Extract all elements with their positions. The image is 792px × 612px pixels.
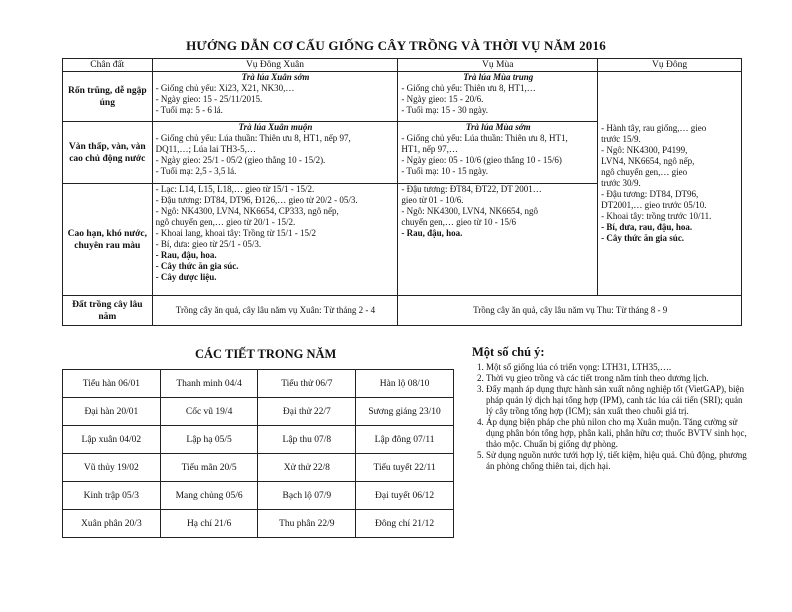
list-item: - Ngày gieo: 25/1 - 05/2 (gieo thẳng 10 - 15/2). (155, 155, 326, 165)
sub-title: Trà lúa Mùa trung (463, 72, 534, 82)
table-cell: Tiểu mãn 20/5 (160, 454, 258, 482)
list-item: LVN4, NK6654, ngô nếp, (601, 156, 695, 166)
list-item: - Giống chủ yếu: Thiên ưu 8, HT1,… (401, 83, 536, 93)
list-item: - Tuổi mạ: 15 - 30 ngày. (401, 105, 489, 115)
table-cell: Đông chí 21/12 (356, 510, 454, 538)
list-item: - Tuổi mạ: 2,5 - 3,5 lá. (155, 166, 237, 176)
cell-dong-xuan (152, 72, 398, 122)
table-cell: Vũ thủy 19/02 (63, 454, 161, 482)
table-cell: Hạ chí 21/6 (160, 510, 258, 538)
list-item: - Giống chủ yếu: Lúa thuần: Thiên ưu 8, HT1, nếp 97, (155, 133, 351, 143)
solar-terms-table (62, 369, 454, 538)
row-label: Cao hạn, khó nước, chuyên rau màu (63, 184, 153, 296)
list-item: - Ngô: NK4300, LVN4, NK6654, CP333, ngô nếp, (155, 206, 339, 216)
table-cell: Xử thử 22/8 (258, 454, 356, 482)
table-cell: Thanh minh 04/4 (160, 370, 258, 398)
notes-section (472, 362, 747, 472)
list-item: - Ngày gieo: 05 - 10/6 (gieo thẳng 10 - 15/6) (401, 155, 562, 165)
table-row (63, 72, 742, 122)
list-item: - Cây dược liệu. (155, 272, 217, 282)
list-item: 1. Một số giống lúa có triển vọng: LTH31, LTH35,…. (486, 362, 747, 373)
header-chan-dat: Chân đất (63, 59, 153, 72)
sub-title: Trà lúa Xuân sớm (241, 72, 310, 82)
table-cell: Lập xuân 04/02 (63, 426, 161, 454)
header-vu-dong-xuan: Vụ Đông Xuân (152, 59, 398, 72)
list-item: 2. Thời vụ gieo trồng và các tiết trong năm tính theo dương lịch. (486, 373, 747, 384)
list-item: - Rau, đậu, hoa. (155, 250, 217, 260)
row-label: Đất trồng cây lâu năm (63, 296, 153, 326)
list-item: - Hành tây, rau giống,… gieo (601, 123, 707, 133)
cell-mua (398, 122, 598, 184)
cell-mua-dong: Trồng cây ăn quả, cây lâu năm vụ Thu: Từ tháng 8 - 9 (398, 296, 742, 326)
table-cell: Sương giáng 23/10 (356, 398, 454, 426)
list-item: DT2001,… gieo trước 05/10. (601, 200, 707, 210)
list-item: ngô chuyển gen,… gieo từ 20/1 - 15/2. (155, 217, 296, 227)
notes-title: Một số chú ý: (472, 345, 545, 359)
list-item: ngô chuyển gen,… gieo (601, 167, 688, 177)
list-item: trước 30/9. (601, 178, 641, 188)
table-cell: Tiểu tuyết 22/11 (356, 454, 454, 482)
row-label: Vàn thấp, vàn, vàn cao chủ động nước (63, 122, 153, 184)
table-cell: Đại tuyết 06/12 (356, 482, 454, 510)
sub-title: Trà lúa Xuân muộn (238, 122, 313, 132)
table-row (63, 370, 454, 398)
table-row (63, 454, 454, 482)
header-vu-dong: Vụ Đông (598, 59, 742, 72)
table-cell: Lập đông 07/11 (356, 426, 454, 454)
table-cell: Tiểu hàn 06/01 (63, 370, 161, 398)
table-row (63, 398, 454, 426)
list-item: - Tuổi mạ: 5 - 6 lá. (155, 105, 223, 115)
crop-structure-table (62, 58, 742, 326)
table-cell: Lập hạ 05/5 (160, 426, 258, 454)
list-item: - Rau, đậu, hoa. (401, 228, 463, 238)
row-label: Rốn trũng, dễ ngập úng (63, 72, 153, 122)
list-item: 5. Sử dụng nguồn nước tưới hợp lý, tiết kiệm, hiệu quả. Chủ động, phương án phòng chống thiên tai, dịch hại. (486, 450, 747, 472)
list-item: - Lạc: L14, L15, L18,… gieo từ 15/1 - 15/2. (155, 184, 315, 194)
table-cell: Đại thử 22/7 (258, 398, 356, 426)
table-cell: Thu phân 22/9 (258, 510, 356, 538)
list-item: HT1, nếp 97,… (401, 144, 458, 154)
table-cell: Bạch lộ 07/9 (258, 482, 356, 510)
list-item: chuyển gen,… gieo từ 10 - 15/6 (401, 217, 516, 227)
list-item: 4. Áp dụng biện pháp che phủ nilon cho mạ Xuân muộn. Tăng cường sử dụng phân bón tổng hợp, phân kali, phân hữu cơ; thuốc BVTV sinh học, thảo mộc. Chuẩn bị giống dự phòng. (486, 417, 747, 450)
list-item: DQ11,…; Lúa lai TH3-5,… (155, 144, 256, 154)
table-cell: Hàn lộ 08/10 (356, 370, 454, 398)
list-item: - Đậu tương: ĐT84, ĐT22, DT 2001… (401, 184, 542, 194)
cell-dong-xuan: Trồng cây ăn quả, cây lâu năm vụ Xuân: Từ tháng 2 - 4 (152, 296, 398, 326)
list-item: - Bí, dưa, rau, đậu, hoa. (601, 222, 693, 232)
list-item: - Khoai lang, khoai tây: Trồng từ 15/1 - 15/2 (155, 228, 316, 238)
table-row (63, 426, 454, 454)
cell-dong-xuan (152, 122, 398, 184)
table-cell: Đại hàn 20/01 (63, 398, 161, 426)
sub-title: Trà lúa Mùa sớm (465, 122, 531, 132)
list-item: - Khoai tây: trồng trước 10/11. (601, 211, 712, 221)
table-cell: Lập thu 07/8 (258, 426, 356, 454)
cell-mua (398, 72, 598, 122)
table-row (63, 482, 454, 510)
table-cell: Kinh trập 05/3 (63, 482, 161, 510)
list-item: trước 15/9. (601, 134, 641, 144)
table-row (63, 510, 454, 538)
list-item: - Đậu tương: DT84, DT96, Đ126,… gieo từ 20/2 - 05/3. (155, 195, 358, 205)
list-item: - Ngày gieo: 15 - 20/6. (401, 94, 484, 104)
list-item: 3. Đẩy mạnh áp dụng thực hành sản xuất nông nghiệp tốt (VietGAP), biện pháp quản lý dịch hại tổng hợp (IPM), canh tác lúa cải tiến (SRI); quản lý cây trồng tổng hợp (ICM); sản xuất theo chuỗi giá trị. (486, 384, 747, 417)
cell-mua (398, 184, 598, 296)
cell-dong-xuan (152, 184, 398, 296)
table-cell: Cốc vũ 19/4 (160, 398, 258, 426)
table-cell: Mang chủng 05/6 (160, 482, 258, 510)
table-row (63, 296, 742, 326)
table-cell: Xuân phân 20/3 (63, 510, 161, 538)
list-item: - Bí, dưa: gieo từ 25/1 - 05/3. (155, 239, 262, 249)
list-item: - Đậu tương: DT84, DT96, (601, 189, 699, 199)
table-cell: Tiểu thử 06/7 (258, 370, 356, 398)
cell-vu-dong (598, 72, 742, 296)
list-item: - Ngô: NK4300, LVN4, NK6654, ngô (401, 206, 539, 216)
list-item: gieo từ 01 - 10/6. (401, 195, 464, 205)
list-item: - Ngô: NK4300, P4199, (601, 145, 688, 155)
list-item: - Tuổi mạ: 10 - 15 ngày. (401, 166, 489, 176)
list-item: - Cây thức ăn gia súc. (155, 261, 239, 271)
header-vu-mua: Vụ Mùa (398, 59, 598, 72)
table-header-row (63, 59, 742, 72)
list-item: - Cây thức ăn gia súc. (601, 233, 685, 243)
list-item: - Giống chủ yếu: Lúa thuần: Thiên ưu 8, HT1, (401, 133, 568, 143)
list-item: - Ngày gieo: 15 - 25/11/2015. (155, 94, 263, 104)
tiet-title: CÁC TIẾT TRONG NĂM (195, 347, 337, 361)
page-title: HƯỚNG DẪN CƠ CẤU GIỐNG CÂY TRỒNG VÀ THỜI VỤ NĂM 2016 (186, 38, 606, 53)
notes-list (472, 362, 747, 472)
list-item: - Giống chủ yếu: Xi23, X21, NK30,… (155, 83, 295, 93)
